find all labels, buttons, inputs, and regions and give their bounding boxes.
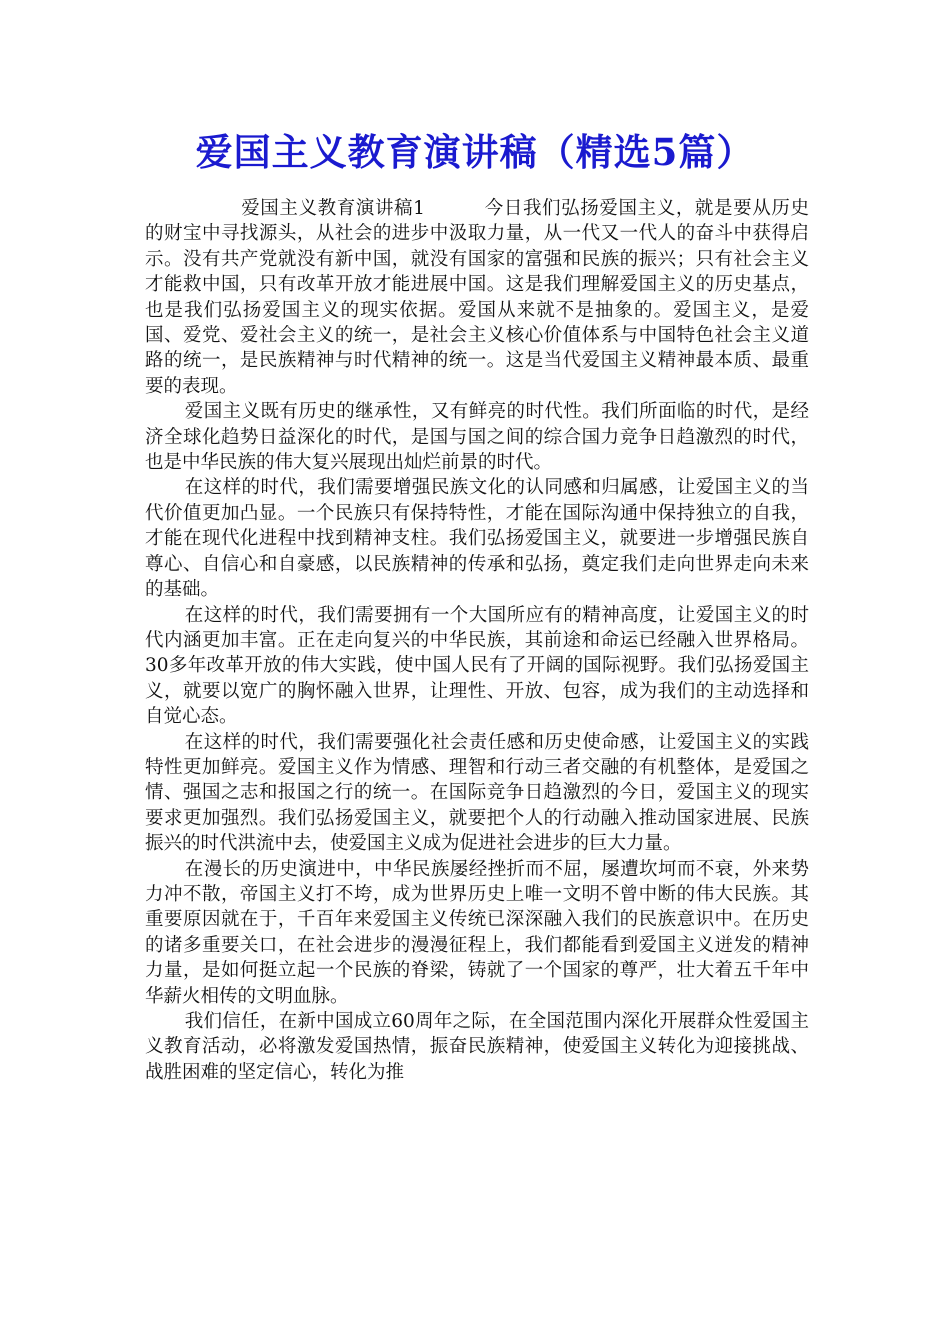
document-title: 爱国主义教育演讲稿（精选5篇） — [195, 130, 755, 174]
paragraph-5: 在这样的时代，我们需要强化社会责任感和历史使命感，让爱国主义的实践特性更加鲜亮。爱国主义作为情感、理智和行动三者交融的有机整体，是爱国之情、强国之志和报国之行的统一。在国际竞争日趋激烈的今日，爱国主义的现实要求更加强烈。我们弘扬爱国主义，就要把个人的行动融入推动国家进展、民族振兴的时代洪流中去，使爱国主义成为促进社会进步的巨大力量。 — [145, 731, 809, 855]
section-label: 爱国主义教育演讲稿1 — [241, 198, 425, 219]
paragraph-1 — [145, 196, 809, 399]
paragraph-2: 爱国主义既有历史的继承性，又有鲜亮的时代性。我们所面临的时代，是经济全球化趋势日益深化的时代，是国与国之间的综合国力竞争日趋激烈的时代，也是中华民族的伟大复兴展现出灿烂前景的时代。 — [145, 401, 809, 474]
paragraph-3: 在这样的时代，我们需要增强民族文化的认同感和归属感，让爱国主义的当代价值更加凸显。一个民族只有保持特性，才能在国际沟通中保持独立的自我，才能在现代化进程中找到精神支柱。我们弘扬爱国主义，就要进一步增强民族自尊心、自信心和自豪感，以民族精神的传承和弘扬，奠定我们走向世界走向未来的基础。 — [145, 477, 809, 601]
paragraph-6: 在漫长的历史演进中，中华民族屡经挫折而不屈，屡遭坎坷而不衰，外来势力冲不散，帝国主义打不垮，成为世界历史上唯一文明不曾中断的伟大民族。其重要原因就在于，千百年来爱国主义传统已深深融入我们的民族意识中。在历史的诸多重要关口，在社会进步的漫漫征程上，我们都能看到爱国主义迸发的精神力量，是如何挺立起一个民族的脊梁，铸就了一个国家的尊严，壮大着五千年中华薪火相传的文明血脉。 — [145, 858, 809, 1007]
paragraph-7: 我们信任，在新中国成立60周年之际，在全国范围内深化开展群众性爱国主义教育活动，必将激发爱国热情，振奋民族精神，使爱国主义转化为迎接挑战、战胜困难的坚定信心，转化为推 — [145, 1011, 809, 1083]
document-body — [145, 196, 809, 1085]
paragraph-4: 在这样的时代，我们需要拥有一个大国所应有的精神高度，让爱国主义的时代内涵更加丰富。正在走向复兴的中华民族，其前途和命运已经融入世界格局。30多年改革开放的伟大实践，使中国人民有了开阔的国际视野。我们弘扬爱国主义，就要以宽广的胸怀融入世界，让理性、开放、包容，成为我们的主动选择和自觉心态。 — [145, 604, 809, 728]
paragraph-1-text: 今日我们弘扬爱国主义，就是要从历史的财宝中寻找源头，从社会的进步中汲取力量，从一代又一代人的奋斗中获得启示。没有共产党就没有新中国，就没有国家的富强和民族的振兴；只有社会主义才能救中国，只有改革开放才能进展中国。这是我们理解爱国主义的历史基点，也是我们弘扬爱国主义的现实依据。爱国从来就不是抽象的。爱国主义，是爱国、爱党、爱社会主义的统一，是社会主义核心价值体系与中国特色社会主义道路的统一，是民族精神与时代精神的统一。这是当代爱国主义精神最本质、最重要的表现。 — [145, 198, 809, 397]
